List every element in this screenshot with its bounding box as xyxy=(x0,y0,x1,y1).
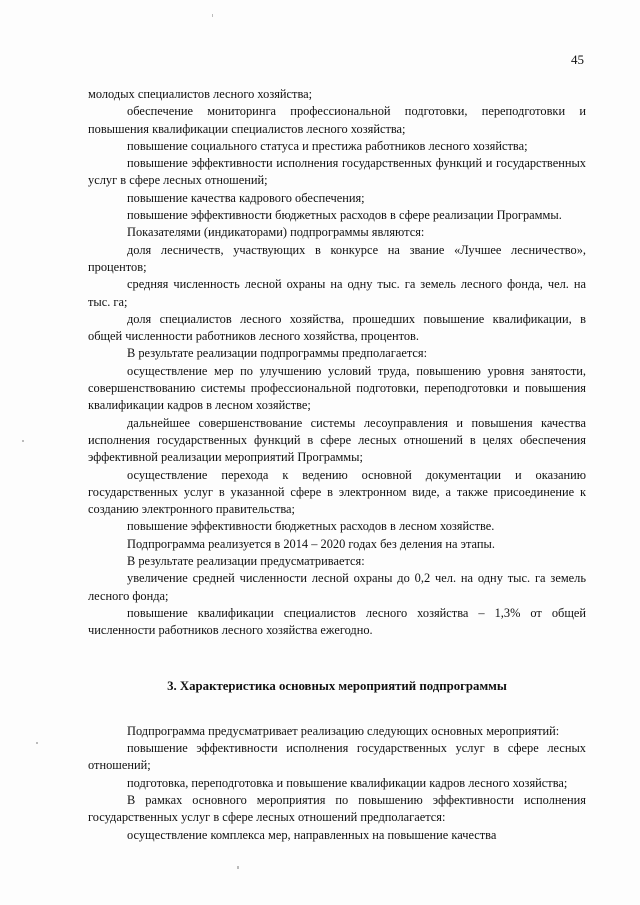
document-body xyxy=(88,86,586,844)
paragraph: повышение социального статуса и престижа работников лесного хозяйства; xyxy=(127,138,528,153)
paragraph: осуществление комплекса мер, направленных на повышение качества xyxy=(127,827,497,842)
section-title: 3. Характеристика основных мероприятий подпрограммы xyxy=(167,678,507,693)
paragraph: повышение эффективности исполнения государственных функций и государственных услуг в сфере лесных отношений; xyxy=(88,156,586,188)
paragraph: повышение эффективности бюджетных расходов в сфере реализации Программы. xyxy=(127,208,562,223)
paragraph: подготовка, переподготовка и повышение квалификации кадров лесного хозяйства; xyxy=(127,775,568,790)
paragraph: повышение квалификации специалистов лесного хозяйства – 1,3% от общей численности работников лесного хозяйства ежегодно. xyxy=(88,605,586,638)
paragraph: Подпрограмма предусматривает реализацию следующих основных мероприятий: xyxy=(127,723,560,738)
scan-speck xyxy=(36,742,38,744)
paragraph: Показателями (индикаторами) подпрограммы являются: xyxy=(127,225,425,240)
scan-speck xyxy=(22,440,24,442)
paragraph: дальнейшее совершенствование системы лесоуправления и повышения качества исполнения государственных функций в сфере лесных отношений в целях обеспечения эффективной реализации мероприятий Программы; xyxy=(88,415,586,465)
paragraph: молодых специалистов лесного хозяйства; xyxy=(88,87,313,101)
scan-speck xyxy=(212,14,213,17)
paragraph: повышение качества кадрового обеспечения; xyxy=(127,190,365,205)
paragraph: В результате реализации предусматривается: xyxy=(127,554,365,569)
paragraph: средняя численность лесной охраны на одну тыс. га земель лесного фонда, чел. на тыс. га; xyxy=(88,277,586,309)
scan-speck xyxy=(237,866,239,869)
paragraph: повышение эффективности бюджетных расходов в лесном хозяйстве. xyxy=(127,519,495,534)
paragraph-block-bottom xyxy=(88,723,586,844)
paragraph-block-top xyxy=(88,86,586,640)
paragraph: Подпрограмма реализуется в 2014 – 2020 годах без деления на этапы. xyxy=(127,536,495,551)
paragraph: повышение эффективности исполнения государственных услуг в сфере лесных отношений; xyxy=(88,741,586,773)
paragraph: В результате реализации подпрограммы предполагается: xyxy=(127,346,428,361)
paragraph: увеличение средней численности лесной охраны до 0,2 чел. на одну тыс. га земель лесного фонда; xyxy=(88,571,586,603)
paragraph: доля лесничеств, участвующих в конкурсе на звание «Лучшее лесничество», процентов; xyxy=(88,242,586,274)
paragraph: обеспечение мониторинга профессиональной подготовки, переподготовки и повышения квалификации специалистов лесного хозяйства; xyxy=(88,104,586,136)
paragraph: доля специалистов лесного хозяйства, прошедших повышение квалификации, в общей численности работников лесного хозяйства, процентов. xyxy=(88,311,586,344)
paragraph: В рамках основного мероприятия по повышению эффективности исполнения государственных услуг в сфере лесных отношений предполагается: xyxy=(88,792,586,825)
page-number: 45 xyxy=(571,52,584,67)
paragraph: осуществление перехода к ведению основной документации и оказанию государственных услуг в указанной сфере в электронном виде, а также присоединение к созданию электронного правительства; xyxy=(88,467,586,517)
paragraph: осуществление мер по улучшению условий труда, повышению уровня занятости, совершенствованию системы профессиональной подготовки, переподготовки и повышения квалификации кадров в лесном хозяйстве; xyxy=(88,363,586,413)
